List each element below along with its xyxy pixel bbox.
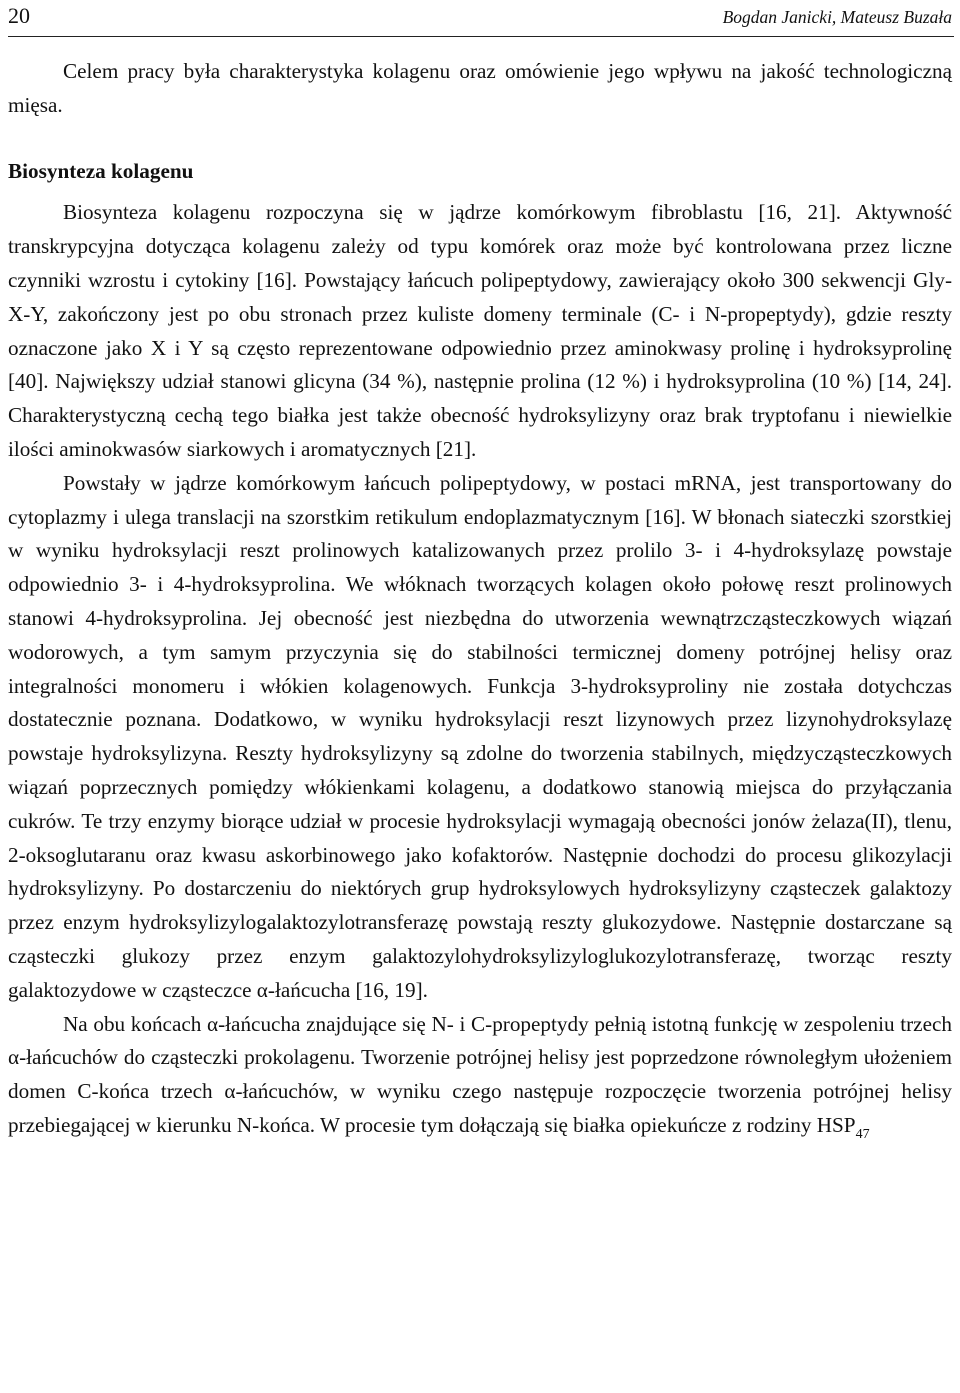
section-heading: Biosynteza kolagenu [8,158,194,183]
running-header [8,0,954,37]
intro-paragraph: Celem pracy była charakterystyka kolagenu oraz omówienie jego wpływu na jakość technologiczną mięsa. [8,59,952,117]
body-paragraph-text: Na obu końcach α-łańcucha znajdujące się N- i C-propeptydy pełnią istotną funkcję w zespoleniu trzech α-łańcuchów do cząsteczki prokolagenu. Tworzenie potrójnej helisy jest poprzedzone równoległym ułożeniem domen C-końca trzech α-łańcuchów, w wyniku czego następuje rozpoczęcie tworzenia potrójnej helisy przebiegającej w kierunku N-końca. W procesie tym dołączają się białka opiekuńcze z rodziny HSP [8,1011,952,1137]
page-body [8,37,952,1143]
hsp-subscript: 47 [855,1126,870,1142]
body-paragraph: Powstały w jądrze komórkowym łańcuch polipeptydowy, w postaci mRNA, jest transportowany do cytoplazmy i ulega translacji na szorstkim retikulum endoplazmatycznym [16]. W błonach siateczki szorstkiej w wyniku hydroksylacji reszt prolinowych katalizowanych przez prolilo 3- i 4-hydroksylazę powstaje odpowiednio 3- i 4-hydroksyprolina. We włóknach tworzących kolagen około połowę reszt prolinowych stanowi 4-hydroksyprolina. Jej obecność jest niezbędna do utworzenia wewnątrzcząsteczkowych wiązań wodorowych, a tym samym przyczynia się do stabilności termicznej domeny potrójnej helisy oraz integralności monomeru i włókien kolagenowych. Funkcja 3-hydroksyproliny nie została dotychczas dostatecznie poznana. Dodatkowo, w wyniku hydroksylacji reszt lizynowych przez lizynohydroksylazę powstaje hydroksylizyna. Reszty hydroksylizyny są zdolne do tworzenia stabilnych, międzycząsteczkowych wiązań poprzecznych pomiędzy włókienkami kolagenu, a dodatkowo stanowią miejsca do przyłączania cukrów. Te trzy enzymy biorące udział w procesie hydroksylacji wymagają obecności jonów żelaza(II), tlenu, 2-oksoglutaranu oraz kwasu askorbinowego jako kofaktorów. Następnie dochodzi do procesu glikozylacji hydroksylizyny. Po dostarczeniu do niektórych grup hydroksylowych hydroksylizyny cząsteczek galaktozy przez enzym hydroksylizylogalaktozylotransferazę powstają reszty glukozydowe. Następnie dostarczane są cząsteczki glukozy przez enzym galaktozylohydroksylizyloglukozylotransferazę, tworząc reszty galaktozydowe w cząsteczce α-łańcucha [16, 19]. [8,470,952,1002]
running-header-authors: Bogdan Janicki, Mateusz Buzała [722,7,952,27]
page-number: 20 [8,3,30,28]
body-paragraph-last [8,1008,952,1143]
body-paragraph: Biosynteza kolagenu rozpoczyna się w jądrze komórkowym fibroblastu [16, 21]. Aktywność transkrypcyjna dotycząca kolagenu zależy od typu komórek oraz może być kontrolowana przez liczne czynniki wzrostu i cytokiny [16]. Powstający łańcuch polipeptydowy, zawierający około 300 sekwencji Gly-X-Y, zakończony jest po obu stronach przez kuliste domeny terminale (C- i N-propeptydy), gdzie reszty oznaczone jako X i Y są często reprezentowane odpowiednio przez aminokwasy prolinę i hydroksyprolinę [40]. Największy udział stanowi glicyna (34 %), następnie prolina (12 %) i hydroksyprolina (10 %) [14, 24]. Charakterystyczną cechą tego białka jest także obecność hydroksylizyny oraz brak tryptofanu i niewielkie ilości aminokwasów siarkowych i aromatycznych [21]. [8,200,952,461]
